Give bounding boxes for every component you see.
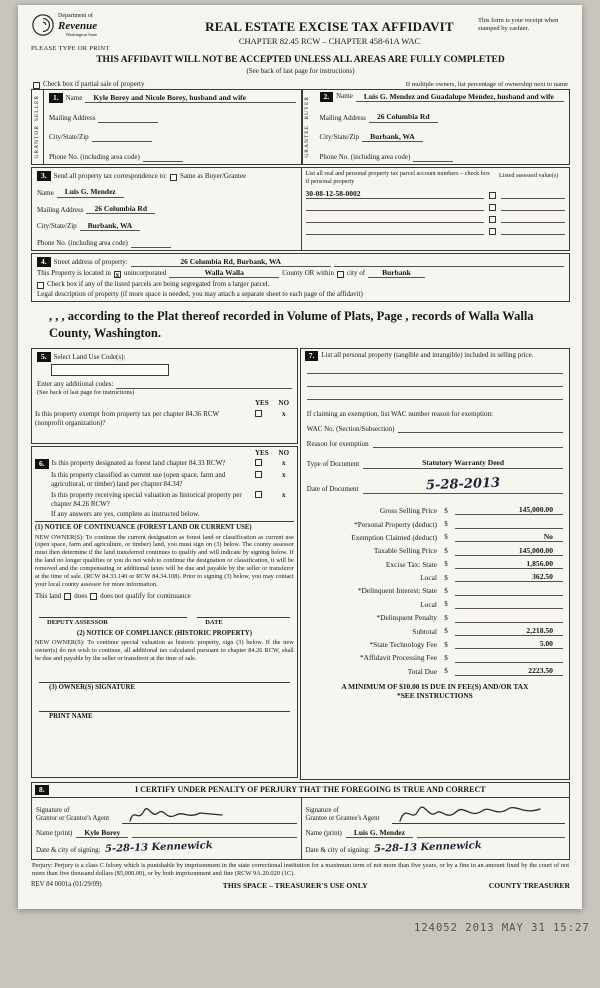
parcel-number-1[interactable]: 30-08-12-58-0002 bbox=[306, 189, 485, 199]
seller-mailing-label: Mailing Address bbox=[49, 113, 96, 122]
this-land-label: This land bbox=[35, 591, 62, 600]
personal-property-line-1[interactable] bbox=[307, 361, 563, 374]
fee-row-processing-fee: *Affidavit Processing Fee $ bbox=[305, 649, 565, 662]
form-title: REAL ESTATE EXCISE TAX AFFIDAVIT bbox=[205, 19, 454, 34]
parcel-header: List all real and personal property tax parcel account numbers – check box if personal property bbox=[305, 169, 491, 185]
section1-number: 1. bbox=[49, 93, 63, 103]
additional-codes-field[interactable] bbox=[116, 380, 291, 389]
land-use-code-box[interactable] bbox=[51, 364, 169, 376]
wac-label: WAC No. (Section/Subsection) bbox=[306, 424, 395, 433]
doc-date-label: Date of Document bbox=[306, 485, 359, 494]
same-as-buyer-checkbox[interactable] bbox=[170, 174, 177, 181]
fee-table bbox=[305, 502, 565, 676]
fee-row-gross: Gross Selling Price $ 145,000.00 bbox=[305, 502, 565, 515]
section7-number: 7. bbox=[305, 351, 319, 361]
grantor-name-label: Name (print) bbox=[36, 829, 73, 838]
seller-fields bbox=[44, 90, 301, 164]
buyer-grantee-block bbox=[301, 90, 570, 164]
parcel-number-4[interactable] bbox=[306, 234, 485, 235]
middle-columns bbox=[31, 348, 570, 780]
minimum-fee-note: A MINIMUM OF $10.00 IS DUE IN FEE(S) AND/OR TAX bbox=[341, 682, 529, 692]
buyer-fields bbox=[314, 90, 570, 164]
yes-header-5: YES bbox=[254, 399, 269, 408]
fee-row-excise-state: Excise Tax: State $ 1,856.00 bbox=[305, 556, 565, 569]
parcel-row-1 bbox=[306, 187, 566, 199]
multiple-owners-note: If multiple owners, list percentage of ownership next to name bbox=[405, 80, 568, 88]
partial-sale-checkbox[interactable] bbox=[33, 82, 40, 89]
grantor-sig-label-2: Grantor or Grantor's Agent bbox=[36, 815, 110, 823]
fee-row-total-due: Total Due $ 2223.50 bbox=[305, 663, 565, 676]
buyer-name-label: Name bbox=[336, 91, 353, 100]
personal-property-line-3[interactable] bbox=[307, 387, 563, 400]
property-location-section bbox=[31, 253, 570, 302]
if-any-yes-note: If any answers are yes, complete as instructed below. bbox=[35, 510, 294, 522]
correspondence-fields bbox=[32, 168, 301, 250]
section2-number: 2. bbox=[320, 92, 334, 102]
grantor-date-value[interactable]: 5-28-13 Kennewick bbox=[104, 840, 213, 855]
corr-city-value[interactable]: Burbank, WA bbox=[80, 221, 140, 231]
grantor-signature-ink bbox=[126, 803, 246, 827]
current-use-yes-checkbox[interactable] bbox=[255, 471, 262, 478]
current-use-no-answer[interactable]: x bbox=[282, 471, 286, 480]
grantee-side-label: GRANTEE bbox=[304, 125, 311, 158]
logo-text bbox=[58, 13, 97, 37]
parcel-number-3[interactable] bbox=[306, 222, 485, 223]
buyer-side-strip bbox=[302, 90, 314, 164]
corr-name-value[interactable]: Luis G. Mendez bbox=[57, 187, 124, 197]
section4-number: 4. bbox=[37, 257, 51, 267]
please-type-or-print-label: PLEASE TYPE OR PRINT bbox=[31, 45, 110, 53]
send-correspondence-label: Send all property tax correspondence to: bbox=[53, 172, 167, 181]
doc-type-label: Type of Document bbox=[306, 460, 360, 468]
land-use-title: Select Land Use Code(s): bbox=[53, 352, 126, 361]
fee-row-delinquent-local: Local $ bbox=[305, 596, 565, 609]
exempt-no-answer[interactable]: x bbox=[282, 410, 286, 419]
county-value[interactable]: Walla Walla bbox=[169, 268, 279, 278]
chapter-line: CHAPTER 82.45 RCW – CHAPTER 458-61A WAC bbox=[238, 36, 421, 47]
logo-name-text: Revenue bbox=[58, 19, 98, 32]
corr-phone-label: Phone No. (including area code) bbox=[37, 239, 128, 248]
corr-mailing-value[interactable]: 26 Columbia Rd bbox=[86, 204, 155, 214]
fee-row-taxable: Taxable Selling Price $ 145,000.00 bbox=[305, 542, 565, 555]
corr-mailing-label: Mailing Address bbox=[37, 205, 84, 214]
parcel-number-2[interactable] bbox=[306, 210, 485, 211]
doc-type-value[interactable]: Statutory Warranty Deed bbox=[363, 458, 563, 468]
notice-continuance-text: NEW OWNER(S): To continue the current designation as forest land or classification as current use (open space, farm and agriculture, or timber) land, you must sign on (3) below. The county assessor must then determine if the land transferred continues to qualify and will indicate by signing below. If the land no longer qualifies or you do not wish to continue the designation or classification, it will be removed and the compensating or additional taxes will be due and payable by the seller or transferor at the time of sale. (RCW 84.33.140 or RCW 84.34.108). Prior to signing (3) below, you may contact your local county assessor for more information. bbox=[35, 533, 294, 588]
buyer-mailing-label: Mailing Address bbox=[319, 113, 366, 122]
seller-city-field[interactable] bbox=[92, 133, 152, 142]
certification-section bbox=[31, 782, 570, 860]
doc-date-value[interactable]: 5-28-2013 bbox=[363, 477, 563, 494]
buyer-side-label: BUYER bbox=[304, 95, 311, 120]
grantor-sig-label-1: Signature of bbox=[36, 806, 70, 814]
segregated-label: Check box if any of the listed parcels are being segregated from a larger parcel. bbox=[47, 280, 270, 289]
receipt-note: This form is your receipt when stamped by cashier. bbox=[478, 17, 559, 33]
owners-signature-label: (3) OWNER(S) SIGNATURE bbox=[49, 683, 135, 691]
partial-sale-label: Check box if partial sale of property bbox=[43, 80, 145, 89]
exemption-note: If claiming an exemption, list WAC number reason for exemption: bbox=[306, 409, 493, 418]
buyer-city-label: City/State/Zip bbox=[319, 133, 360, 142]
does-not-qualify-checkbox[interactable] bbox=[90, 593, 97, 600]
logo-dept-text: Department of bbox=[58, 13, 93, 19]
does-not-label: does not qualify for continuance bbox=[100, 591, 191, 600]
exempt-question: Is this property exempt from property tax per chapter 84.36 RCW (nonprofit organization)? bbox=[35, 410, 219, 427]
fee-row-exemption: Exemption Claimed (deduct) $ No bbox=[305, 529, 565, 542]
seller-phone-label: Phone No. (including area code) bbox=[49, 153, 140, 162]
form-footer bbox=[31, 881, 570, 890]
forest-land-question: Is this property designated as forest land chapter 84.33 RCW? bbox=[51, 459, 226, 468]
land-classification-section bbox=[31, 446, 298, 778]
selling-price-section bbox=[300, 348, 570, 780]
seller-name-label: Name bbox=[65, 94, 83, 103]
county-treasurer-label: COUNTY TREASURER bbox=[488, 880, 570, 890]
additional-codes-label: Enter any additional codes: bbox=[37, 379, 114, 388]
perjury-statement: Perjury: Perjury is a class C felony which is punishable by imprisonment in the state correctional institution for a maximum term of not more than five years, or by a fine in an amount fixed by the court of not more than five thousand dollars ($5,000.00), or by both imprisonment and fine (RCW 9A.20.020 (1C). bbox=[32, 861, 569, 877]
corr-city-label: City/State/Zip bbox=[37, 222, 77, 231]
street-address-label: Street address of property: bbox=[53, 258, 128, 267]
forest-no-answer[interactable]: x bbox=[282, 459, 286, 468]
grantee-date-value[interactable]: 5-28-13 Kennewick bbox=[373, 840, 482, 855]
personal-property-checkbox-1[interactable] bbox=[489, 192, 496, 199]
print-name-label: PRINT NAME bbox=[49, 713, 93, 721]
personal-property-checkbox-2[interactable] bbox=[489, 204, 496, 211]
historic-yes-checkbox[interactable] bbox=[255, 491, 262, 498]
corr-phone-field[interactable] bbox=[131, 239, 171, 248]
grantee-signature-ink bbox=[396, 801, 546, 827]
segregated-checkbox[interactable] bbox=[37, 282, 44, 289]
affidavit-form-page bbox=[18, 5, 582, 909]
correspondence-section bbox=[31, 167, 570, 251]
notice-compliance-text: NEW OWNER(S): To continue special valuation as historic property, sign (3) below. If the new owner(s) do not wish to continue, all additional tax calculated pursuant to chapter 84.26 RCW, shall be due and payable by the seller or transferor at the time of sale. bbox=[35, 638, 294, 662]
grantee-date-label: Date & city of signing: bbox=[305, 845, 371, 854]
buyer-mailing-value[interactable]: 26 Columbia Rd bbox=[369, 112, 438, 122]
historic-question: Is this property receiving special valuation as historical property per chapter 84.26 RCW? bbox=[51, 490, 242, 508]
grantor-side-label: GRANTOR bbox=[33, 125, 40, 159]
deputy-date-line[interactable] bbox=[197, 610, 290, 618]
header-left bbox=[31, 13, 181, 53]
fee-row-penalty: *Delinquent Penalty $ bbox=[305, 609, 565, 622]
city-value[interactable]: Burbank bbox=[368, 268, 425, 278]
located-in-label: This Property is located in bbox=[37, 269, 111, 278]
buyer-city-value[interactable]: Burbank, WA bbox=[362, 132, 422, 142]
dor-logo bbox=[31, 13, 181, 37]
fee-row-subtotal: Subtotal $ 2,218.50 bbox=[305, 623, 565, 636]
logo-sub-text: Washington State bbox=[65, 31, 98, 37]
seller-grantor-block bbox=[32, 90, 301, 164]
legal-description-label: Legal description of property (if more space is needed, you may attach a separate sheet to each page of the affidavit) bbox=[37, 290, 363, 299]
grantee-signature-line[interactable] bbox=[392, 802, 566, 824]
cashier-date-stamp: 124052 2013 MAY 31 15:27 bbox=[414, 922, 590, 934]
city-checkbox[interactable] bbox=[337, 271, 344, 278]
corr-name-label: Name bbox=[37, 188, 54, 197]
deputy-assessor-signature-line[interactable] bbox=[39, 610, 187, 618]
grantor-date-label: Date & city of signing: bbox=[36, 845, 101, 854]
city-of-label: city of bbox=[347, 269, 366, 278]
treasurer-space-label: THIS SPACE – TREASURER'S USE ONLY bbox=[222, 880, 368, 890]
assessed-header: Listed assessed value(s) bbox=[499, 171, 559, 179]
seller-side-label: SELLER bbox=[33, 94, 40, 122]
dor-swirl-icon bbox=[31, 13, 55, 37]
fee-row-tech-fee: *State Technology Fee $ 5.00 bbox=[305, 636, 565, 649]
section3-number: 3. bbox=[37, 171, 51, 181]
no-header-6: NO bbox=[278, 448, 290, 457]
personal-property-line-2[interactable] bbox=[307, 374, 563, 387]
unincorporated-checkbox[interactable]: x bbox=[115, 270, 120, 279]
grantee-signature-block bbox=[301, 798, 570, 859]
seller-name-value[interactable]: Kyle Borey and Nicole Borey, husband and wife bbox=[85, 93, 295, 103]
personal-property-label: List all personal property (tangible and intangible) included in selling price. bbox=[321, 350, 534, 359]
assessed-value-field-2[interactable] bbox=[501, 202, 565, 211]
fee-row-delinquent-state: *Delinquent Interest: State $ bbox=[305, 582, 565, 595]
does-label: does bbox=[74, 591, 88, 600]
notice-compliance-title: (2) NOTICE OF COMPLIANCE (HISTORIC PROPERTY) bbox=[76, 629, 252, 637]
assessed-value-field-3[interactable] bbox=[501, 214, 565, 223]
warning-line: THIS AFFIDAVIT WILL NOT BE ACCEPTED UNLESS ALL AREAS ARE FULLY COMPLETED bbox=[96, 55, 505, 66]
fee-row-excise-local: Local $ 362.50 bbox=[305, 569, 565, 582]
section5-number: 5. bbox=[37, 352, 51, 362]
parcel-list bbox=[301, 168, 570, 250]
assessed-value-field-1[interactable] bbox=[501, 190, 565, 199]
parcel-row-2 bbox=[306, 199, 566, 211]
section8-number: 8. bbox=[35, 785, 49, 795]
grantor-name-value[interactable]: Kyle Borey bbox=[76, 828, 128, 838]
reason-label: Reason for exemption bbox=[306, 439, 369, 448]
wac-field[interactable] bbox=[398, 424, 563, 433]
header-center bbox=[181, 13, 478, 47]
parties-section bbox=[31, 89, 570, 165]
buyer-name-value[interactable]: Luis G. Mendez and Guadalupe Mendez, husband and wife bbox=[356, 92, 564, 102]
seller-mailing-field[interactable] bbox=[98, 114, 158, 123]
certify-statement: I CERTIFY UNDER PENALTY OF PERJURY THAT THE FOREGOING IS TRUE AND CORRECT bbox=[135, 784, 486, 794]
owners-signature-line[interactable] bbox=[39, 675, 290, 683]
notice-continuance-title: (1) NOTICE OF CONTINUANCE (FOREST LAND OR CURRENT USE) bbox=[35, 524, 252, 532]
personal-property-checkbox-3[interactable] bbox=[489, 216, 496, 223]
legal-description-text: , , , according to the Plat thereof recorded in Volume of Plats, Page , records of Walla Walla County, Washington. bbox=[49, 308, 534, 340]
buyer-phone-field[interactable] bbox=[413, 153, 453, 162]
parcel-row-3 bbox=[306, 211, 566, 223]
grantor-signature-line[interactable] bbox=[122, 802, 297, 824]
section6-number: 6. bbox=[35, 459, 49, 469]
personal-property-checkbox-4[interactable] bbox=[489, 228, 496, 235]
county-or-label: County OR within bbox=[282, 269, 334, 278]
see-instructions-note: *SEE INSTRUCTIONS bbox=[397, 691, 473, 701]
assessed-value-field-4[interactable] bbox=[501, 226, 565, 235]
exempt-yes-checkbox[interactable] bbox=[255, 410, 262, 417]
no-header-5: NO bbox=[278, 399, 290, 408]
see-back-note: (See back of last page for instructions) bbox=[246, 67, 355, 76]
grantee-name-value[interactable]: Luis G. Mendez bbox=[346, 828, 413, 838]
parcel-row-4 bbox=[306, 223, 566, 235]
seller-side-strip bbox=[32, 90, 44, 164]
reason-field[interactable] bbox=[373, 439, 563, 448]
seller-city-label: City/State/Zip bbox=[49, 133, 89, 142]
deputy-date-label: DATE bbox=[205, 619, 223, 627]
deputy-assessor-label: DEPUTY ASSESSOR bbox=[47, 619, 108, 627]
land-use-code-section bbox=[31, 348, 298, 444]
same-as-buyer-label: Same as Buyer/Grantee bbox=[179, 172, 247, 181]
forest-yes-checkbox[interactable] bbox=[255, 459, 262, 466]
see-back-note-2: (See back of last page for instructions) bbox=[37, 388, 135, 396]
historic-no-answer[interactable]: x bbox=[282, 490, 286, 499]
seller-phone-field[interactable] bbox=[143, 153, 183, 162]
form-header bbox=[31, 13, 570, 53]
print-name-line[interactable] bbox=[39, 704, 290, 712]
grantee-sig-label-1: Signature of bbox=[305, 806, 339, 814]
unincorporated-label: unincorporated bbox=[123, 269, 167, 278]
current-use-question: Is this property classified as current use (open space, farm and agricultural, or timber) land per chapter 84.34? bbox=[51, 471, 226, 489]
grantor-signature-block bbox=[32, 798, 301, 859]
fee-row-personal: *Personal Property (deduct) $ bbox=[305, 515, 565, 528]
pre-section-row bbox=[31, 79, 570, 89]
grantee-name-label: Name (print) bbox=[305, 829, 342, 838]
rev-number: REV 84 0001a (01/29/09) bbox=[31, 881, 102, 888]
does-qualify-checkbox[interactable] bbox=[64, 593, 71, 600]
buyer-phone-label: Phone No. (including area code) bbox=[319, 153, 411, 162]
yes-header-6: YES bbox=[254, 448, 269, 457]
grantee-sig-label-2: Grantee or Grantee's Agent bbox=[305, 815, 380, 823]
street-address-value[interactable]: 26 Columbia Rd, Burbank, WA bbox=[131, 257, 331, 267]
